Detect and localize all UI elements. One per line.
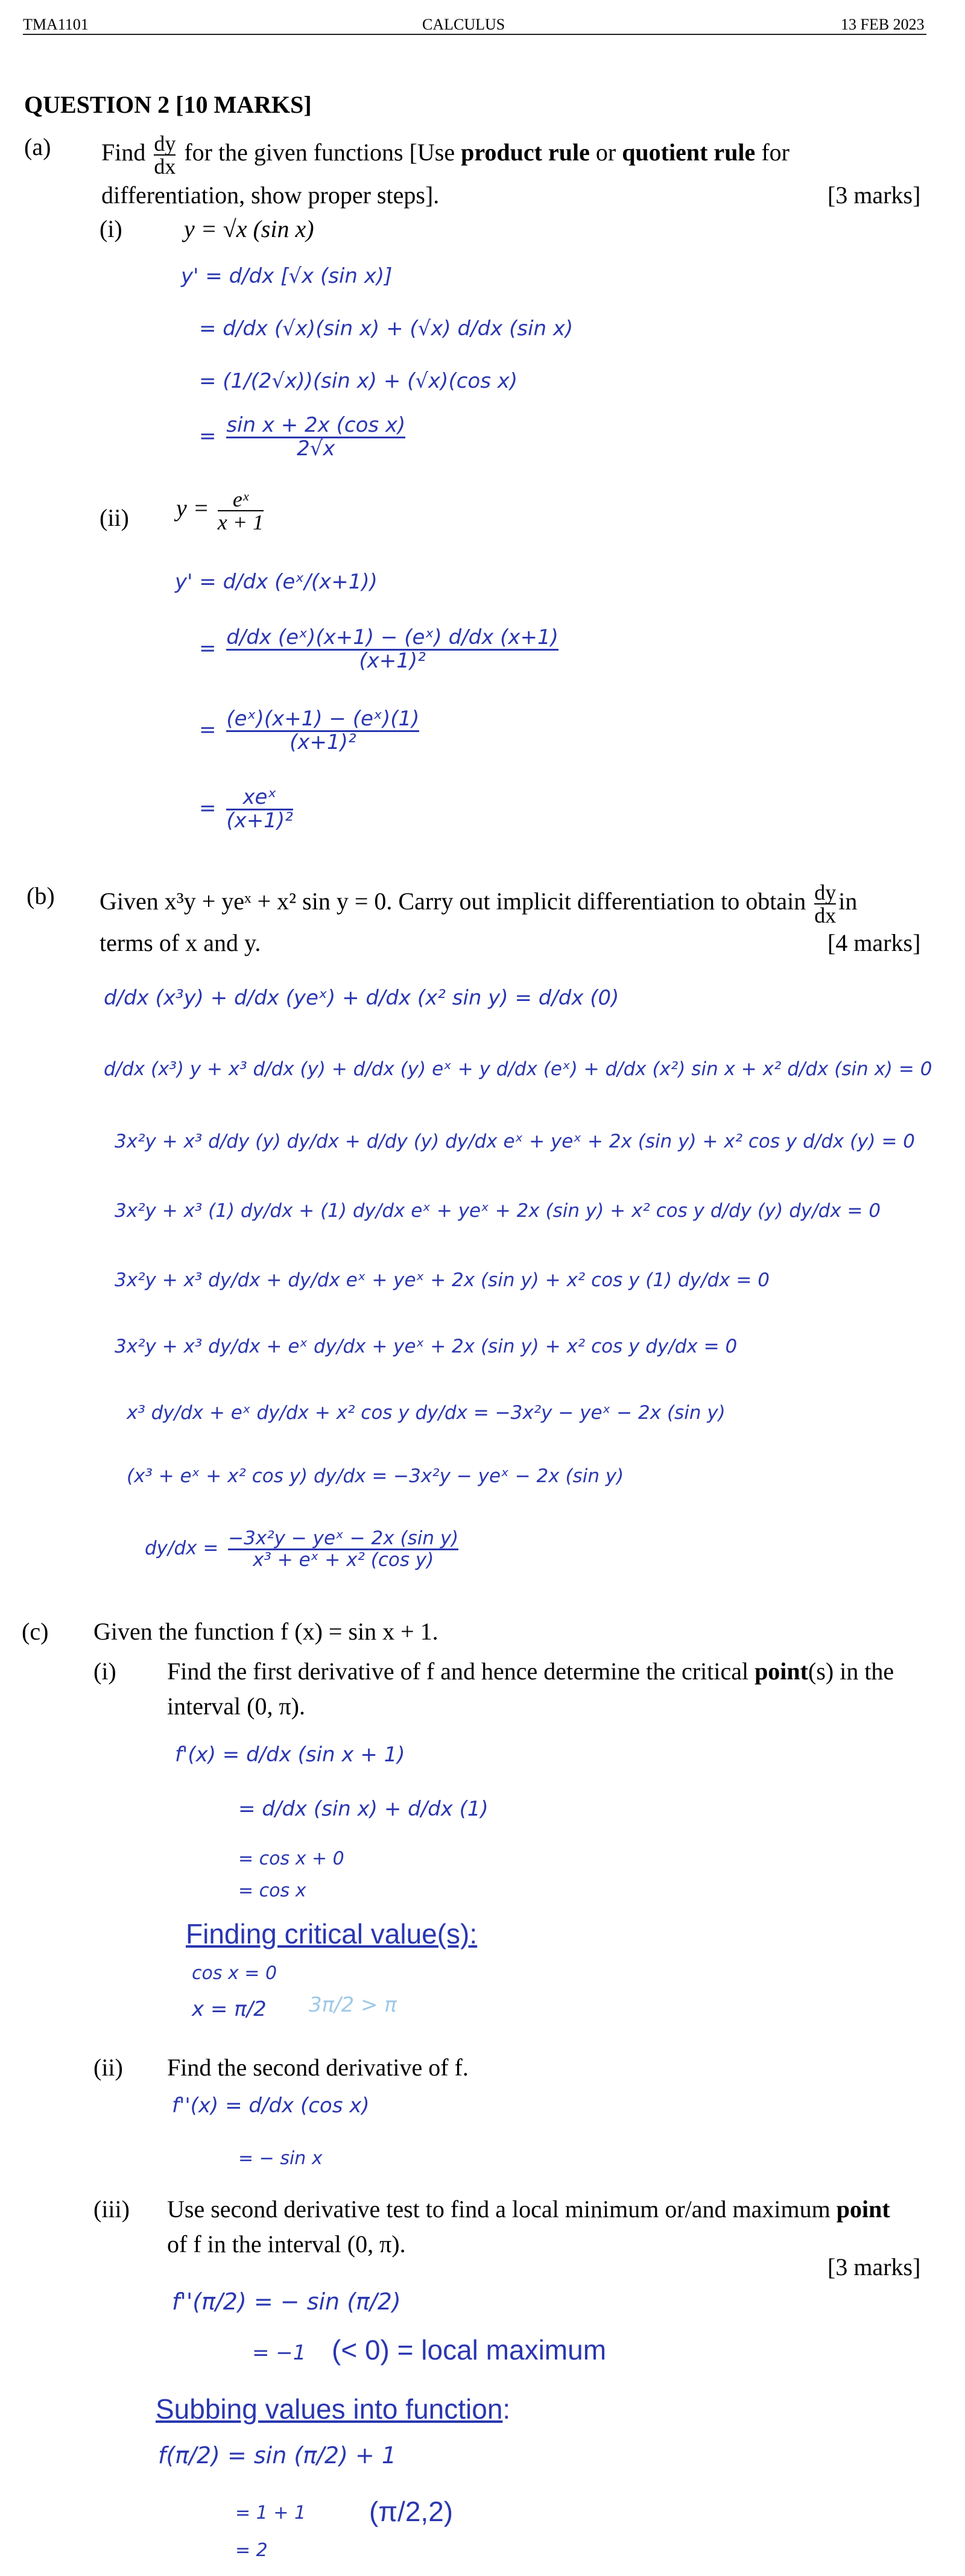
- b-work-4: 3x²y + x³ (1) dy/dx + (1) dy/dx eˣ + yeˣ + 2x (sin y) + x² cos y d/dy (y) dy/dx = 0: [115, 1200, 881, 1222]
- part-a-ii-equation: y = $\frac{\text{eˣ}}{x + 1}$: [176, 487, 264, 534]
- part-b-label: (b): [27, 882, 55, 909]
- a-ii-work-4: = $\frac{\text{xeˣ}}{\text{(x+1)²}}$: [199, 785, 293, 833]
- sub-work-3: = 2: [235, 2540, 268, 2561]
- part-b-text: Given x³y + yeˣ + x² sin y = 0. Carry out implicit differentiation to obtain $\frac{dy}{dx}$ in: [100, 880, 858, 927]
- part-a-marks: [3 marks]: [827, 182, 921, 209]
- header-rule: [23, 34, 926, 35]
- c-ii-work-1: f''(x) = d/dx (cos x): [172, 2094, 370, 2118]
- crit-work-1: cos x = 0: [192, 1963, 277, 1984]
- b-work-3: 3x²y + x³ d/dy (y) dy/dx + d/dy (y) dy/dx eˣ + yeˣ + 2x (sin y) + x² cos y d/dx (y) = 0: [115, 1131, 916, 1152]
- part-c-iii-label: (iii): [93, 2196, 130, 2223]
- c-ii-work-2: = − sin x: [238, 2148, 323, 2169]
- part-c-i-label: (i): [93, 1658, 116, 1685]
- part-c-i-text-2: interval (0, π).: [167, 1693, 306, 1720]
- b-work-2: d/dx (x³) y + x³ d/dx (y) + d/dx (y) eˣ + y d/dx (eˣ) + d/dx (x²) sin x + x² d/dx (sin x) = 0: [104, 1058, 932, 1080]
- exam-date: 13 FEB 2023: [841, 16, 925, 33]
- a-i-work-1: y' = d/dx [√x (sin x)]: [181, 264, 393, 288]
- course-name: CALCULUS: [422, 16, 505, 33]
- subbing-heading: Subbing values into function:: [156, 2393, 511, 2425]
- a-ii-work-1: y' = d/dx (eˣ/(x+1)): [175, 570, 378, 594]
- c-i-work-3: = cos x + 0: [238, 1848, 344, 1869]
- course-code: TMA1101: [23, 16, 89, 33]
- part-a-i-label: (i): [100, 215, 122, 242]
- b-work-7: x³ dy/dx + eˣ dy/dx + x² cos y dy/dx = −3x²y − yeˣ − 2x (sin y): [127, 1402, 726, 1424]
- c-iii-work-2: = −1: [252, 2341, 306, 2365]
- local-max-note: (< 0) = local maximum: [332, 2334, 607, 2366]
- part-a-text: Find $\frac{dy}{dx}$ for the given functions [Use product rule or quotient rule for: [101, 131, 789, 178]
- part-c-label: (c): [22, 1618, 49, 1645]
- part-b-marks: [4 marks]: [827, 929, 921, 956]
- part-b-text-2: terms of x and y.: [100, 929, 261, 956]
- b-work-9: dy/dx = $\frac{\text{−3x²y − yeˣ − 2x (sin y)}}{\text{x³ + eˣ + x² (cos y)}}$: [145, 1527, 459, 1571]
- sub-work-2: = 1 + 1: [235, 2502, 306, 2524]
- part-c-ii-text: Find the second derivative of f.: [167, 2054, 469, 2081]
- part-c-marks: [3 marks]: [827, 2253, 921, 2281]
- part-c-iii-text-2: of f in the interval (0, π).: [167, 2230, 406, 2258]
- a-i-work-3: = (1/(2√x))(sin x) + (√x)(cos x): [199, 369, 518, 393]
- sub-work-1: f(π/2) = sin (π/2) + 1: [158, 2442, 397, 2469]
- part-a-ii-label: (ii): [100, 504, 129, 531]
- b-work-6: 3x²y + x³ dy/dx + eˣ dy/dx + yeˣ + 2x (sin y) + x² cos y dy/dx = 0: [115, 1336, 738, 1357]
- b-work-1: d/dx (x³y) + d/dx (yeˣ) + d/dx (x² sin y) = d/dx (0): [104, 986, 619, 1010]
- crit-work-2: x = π/2: [192, 1997, 267, 2021]
- part-c-iii-text: Use second derivative test to find a local minimum or/and maximum point: [167, 2196, 890, 2223]
- a-ii-work-2: = $\frac{\text{d/dx (eˣ)(x+1) − (eˣ) d/dx (x+1)}}{\text{(x+1)²}}$: [199, 625, 558, 673]
- c-i-work-4: = cos x: [238, 1880, 306, 1901]
- part-c-text: Given the function f (x) = sin x + 1.: [93, 1618, 438, 1645]
- part-a-i-equation: y = √x (sin x): [184, 215, 314, 242]
- c-iii-work-1: f''(π/2) = − sin (π/2): [172, 2288, 401, 2315]
- a-i-work-4: = $\frac{\text{sin x + 2x (cos x)}}{2√x}$: [199, 413, 406, 461]
- part-a-label: (a): [24, 133, 51, 160]
- a-ii-work-3: = $\frac{\text{(eˣ)(x+1) − (eˣ)(1)}}{\text{(x+1)²}}$: [199, 707, 420, 754]
- crit-note: 3π/2 > π: [309, 1993, 397, 2017]
- part-c-i-text: Find the first derivative of f and hence determine the critical point(s) in the: [167, 1658, 894, 1685]
- c-i-work-2: = d/dx (sin x) + d/dx (1): [238, 1797, 489, 1821]
- a-i-work-2: = d/dx (√x)(sin x) + (√x) d/dx (sin x): [199, 317, 574, 341]
- b-work-5: 3x²y + x³ dy/dx + dy/dx eˣ + yeˣ + 2x (sin y) + x² cos y (1) dy/dx = 0: [115, 1269, 770, 1291]
- critical-value-heading: Finding critical value(s):: [186, 1918, 478, 1949]
- c-i-work-1: f'(x) = d/dx (sin x + 1): [175, 1743, 405, 1767]
- question-title: QUESTION 2 [10 MARKS]: [24, 91, 312, 118]
- part-a-text-2: differentiation, show proper steps].: [101, 182, 440, 209]
- part-c-ii-label: (ii): [93, 2054, 123, 2081]
- maximum-point: (π/2,2): [369, 2496, 454, 2527]
- b-work-8: (x³ + eˣ + x² cos y) dy/dx = −3x²y − yeˣ − 2x (sin y): [127, 1465, 624, 1487]
